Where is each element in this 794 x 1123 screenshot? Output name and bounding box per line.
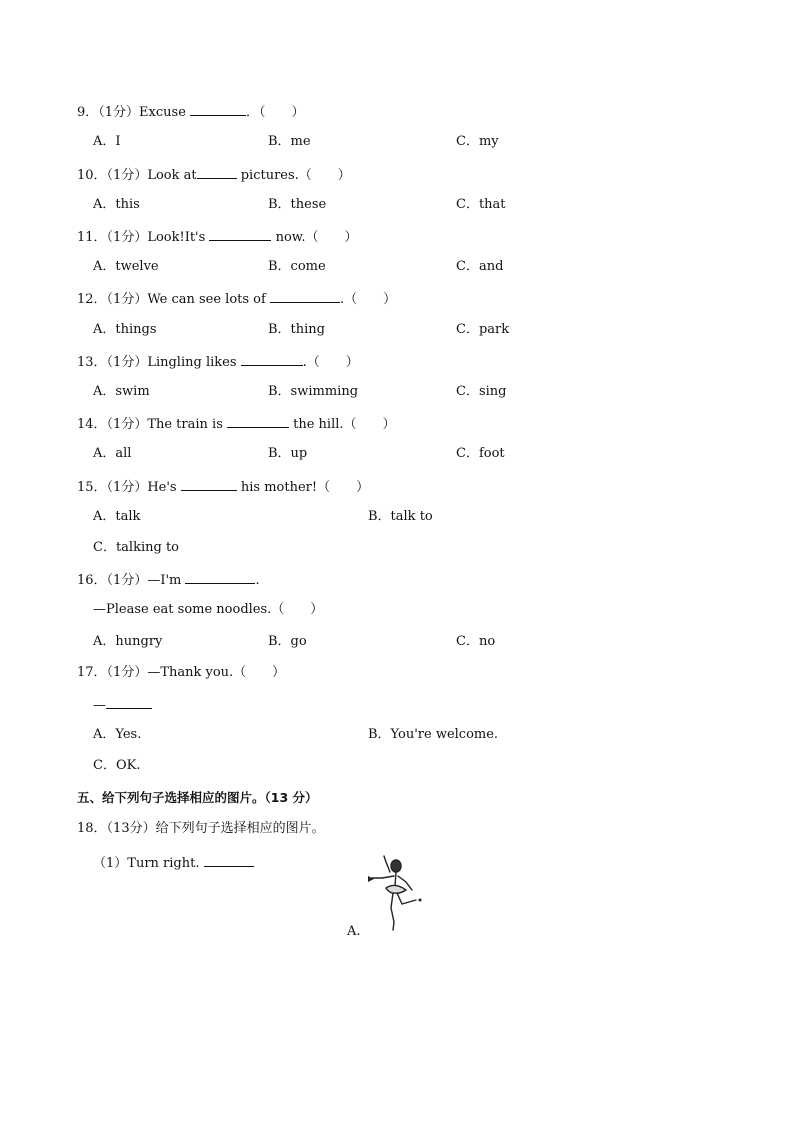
option-c[interactable]: C．no	[456, 634, 496, 649]
option-a[interactable]: A．twelve	[93, 259, 159, 274]
option-b[interactable]: B．thing	[268, 322, 326, 337]
question-stem-end: .	[255, 573, 260, 588]
sub-question-text: （1）Turn right.	[93, 856, 204, 871]
question-stem: 16．（1分）—I'm	[77, 573, 186, 588]
option-b[interactable]: B．swimming	[268, 384, 359, 399]
option-a[interactable]: A．Yes.	[93, 727, 142, 742]
option-b[interactable]: B．go	[268, 634, 307, 649]
answer-blank[interactable]	[190, 103, 246, 116]
answer-blank[interactable]	[204, 854, 254, 867]
question-10	[77, 166, 351, 184]
option-b[interactable]: B．these	[268, 197, 327, 212]
question-16	[77, 571, 260, 589]
option-b[interactable]: B．come	[268, 259, 326, 274]
answer-blank[interactable]	[241, 353, 303, 366]
question-stem: 12．（1分）We can see lots of	[77, 292, 270, 307]
question-stem: 17．（1分）—Thank you.（ ）	[77, 665, 286, 680]
section-title: 五、给下列句子选择相应的图片。（13 分）	[77, 790, 318, 805]
option-b[interactable]: B．me	[268, 134, 311, 149]
answer-blank[interactable]	[185, 571, 255, 584]
answer-blank[interactable]	[227, 415, 289, 428]
option-c[interactable]: C．sing	[456, 384, 507, 399]
dialogue-line	[93, 696, 152, 714]
question-stem: 14．（1分）The train is	[77, 417, 227, 432]
question-stem: 13．（1分）Lingling likes	[77, 355, 241, 370]
question-17	[77, 665, 285, 681]
question-stem-end: .（ ）	[339, 292, 397, 307]
question-9	[77, 103, 305, 121]
option-a[interactable]: A．all	[93, 446, 132, 461]
option-a[interactable]: A．things	[93, 322, 157, 337]
option-b[interactable]: B．talk to	[368, 509, 433, 524]
question-11	[77, 228, 358, 246]
question-stem-end: pictures.（ ）	[236, 168, 351, 183]
answer-blank[interactable]	[106, 696, 152, 709]
option-c[interactable]: C．OK.	[93, 758, 141, 773]
dialogue-line: —Please eat some noodles.（ ）	[93, 602, 324, 617]
option-c[interactable]: C．my	[456, 134, 499, 149]
answer-blank[interactable]	[209, 228, 271, 241]
question-stem-end: ．（ ）	[246, 105, 305, 120]
question-stem: 15．（1分）He's	[77, 480, 181, 495]
answer-blank[interactable]	[197, 166, 237, 179]
question-stem: 10．（1分）Look at	[77, 168, 197, 183]
answer-blank[interactable]	[270, 290, 340, 303]
dancer-illustration[interactable]	[360, 852, 428, 936]
dialogue-dash: —	[93, 698, 106, 713]
question-14	[77, 415, 396, 433]
option-a[interactable]: A．swim	[93, 384, 150, 399]
option-b[interactable]: B．You're welcome.	[368, 727, 499, 742]
question-15	[77, 478, 369, 496]
option-a[interactable]: A．this	[93, 197, 140, 212]
question-13	[77, 353, 359, 371]
question-stem-end: the hill.（ ）	[289, 417, 396, 432]
sub-question-1	[93, 854, 254, 872]
option-a[interactable]: A．talk	[93, 509, 141, 524]
option-c[interactable]: C．that	[456, 197, 506, 212]
question-stem-end: .（ ）	[302, 355, 359, 370]
option-c[interactable]: C．park	[456, 322, 510, 337]
question-18: 18．（13分）给下列句子选择相应的图片。	[77, 821, 325, 836]
option-c[interactable]: C．talking to	[93, 540, 179, 555]
question-stem: 9．（1分）Excuse	[77, 105, 191, 120]
picture-label-a: A.	[347, 924, 361, 939]
option-b[interactable]: B．up	[268, 446, 308, 461]
question-stem-end: now.（ ）	[271, 230, 358, 245]
question-stem-end: his mother!（ ）	[236, 480, 370, 495]
option-c[interactable]: C．foot	[456, 446, 505, 461]
answer-blank[interactable]	[181, 478, 237, 491]
option-a[interactable]: A．hungry	[93, 634, 163, 649]
option-a[interactable]: A．I	[93, 134, 121, 149]
question-12	[77, 290, 396, 308]
option-c[interactable]: C．and	[456, 259, 504, 274]
question-stem: 11．（1分）Look!It's	[77, 230, 210, 245]
